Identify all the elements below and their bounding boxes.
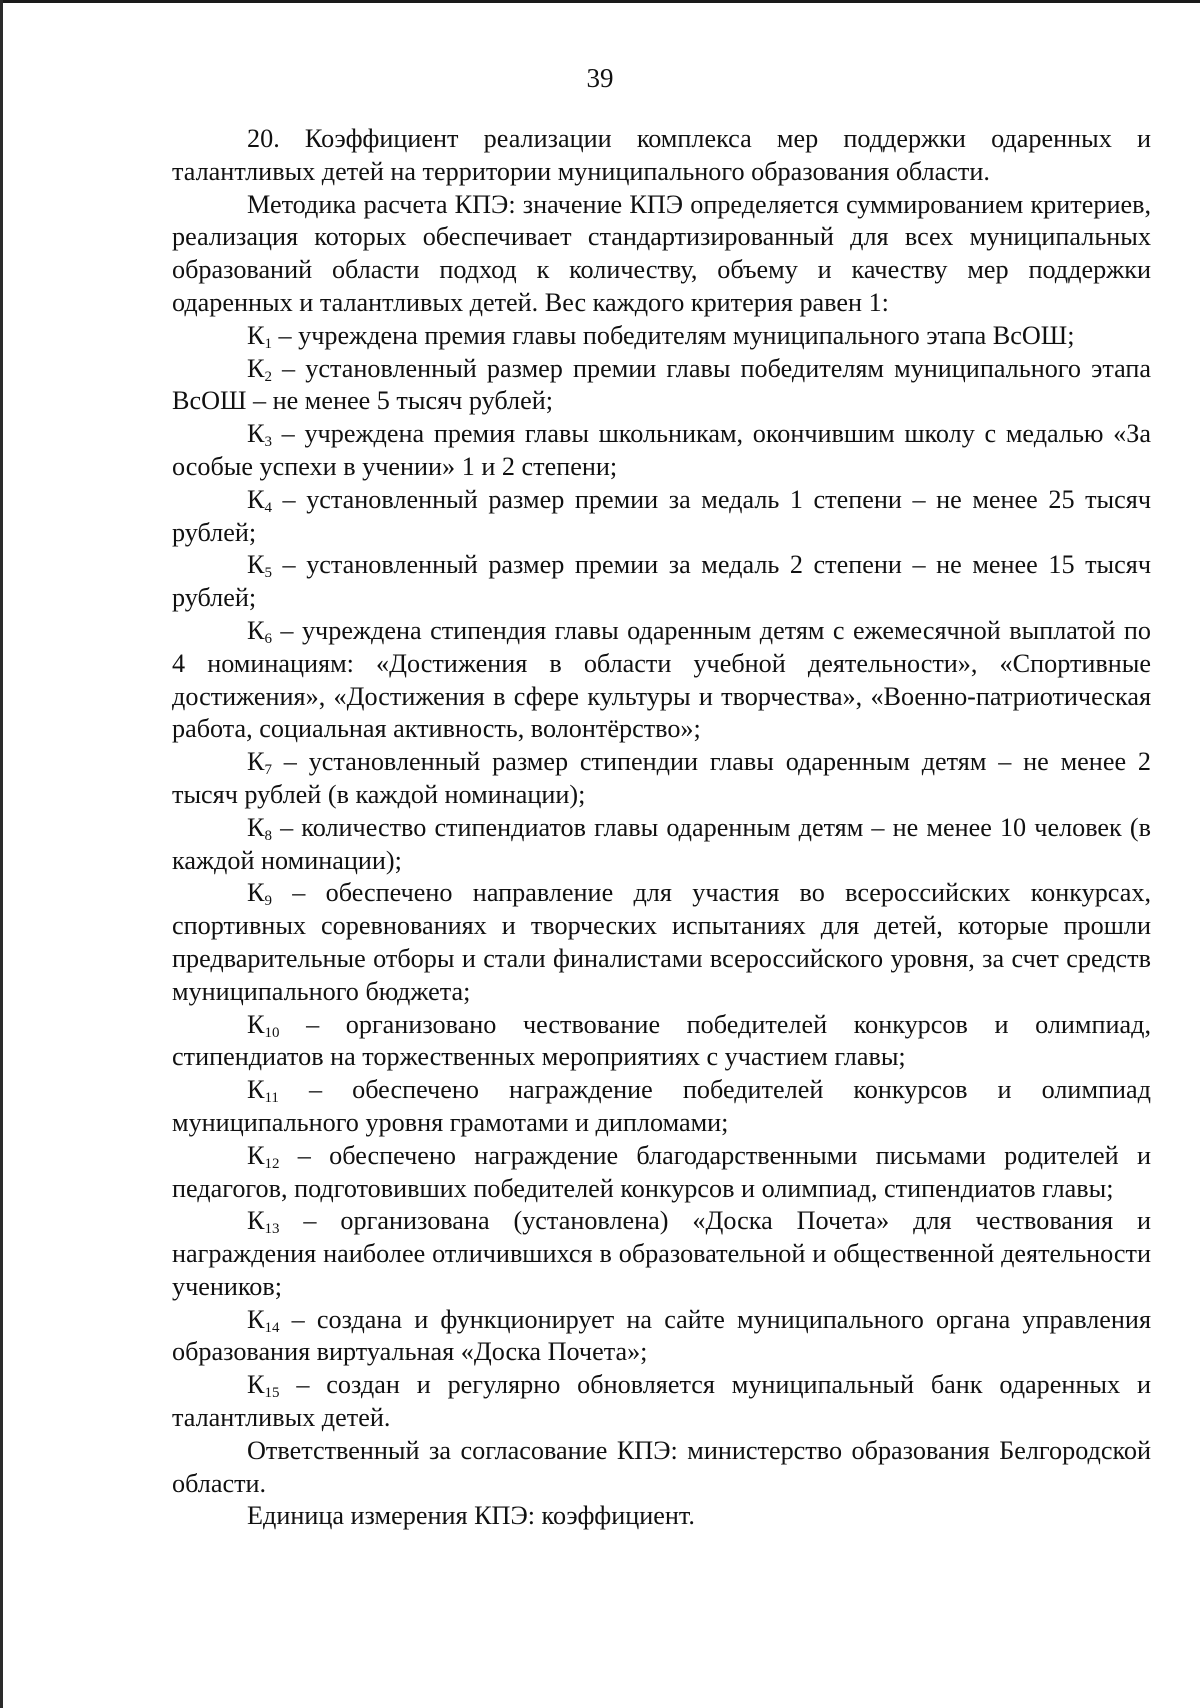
criterion-text: – установленный размер премии за медаль 2 степени – не менее 15 тысяч рублей; (172, 550, 1151, 613)
criterion-letter: К (247, 1304, 265, 1334)
criterion-item (172, 1009, 1151, 1075)
criterion-index: 9 (264, 893, 272, 910)
criterion-index: 15 (264, 1385, 280, 1402)
criterion-index: 3 (264, 434, 272, 451)
criterion-text: – установленный размер премии главы победителям муниципального этапа ВсОШ – не менее 5 тысяч рублей; (172, 353, 1151, 416)
criterion-item (172, 320, 1151, 353)
criterion-text: – учреждена премия главы победителям муниципального этапа ВсОШ; (271, 320, 1075, 350)
criterion-text: – количество стипендиатов главы одаренным детям – не менее 10 человек (в каждой номинации); (172, 812, 1151, 875)
criterion-text: – создана и функционирует на сайте муниципального органа управления образования виртуальная «Доска Почета»; (172, 1304, 1151, 1367)
criterion-index: 13 (264, 1221, 280, 1238)
criterion-letter: К (247, 1075, 265, 1105)
criterion-text: – учреждена стипендия главы одаренным детям с ежемесячной выплатой по 4 номинациям: «Достижения в области учебной деятельности», «Спортивные достижения», «Достижения в сфере культуры и творчества», «Военно-патриотическая работа, социальная активность, волонтёрство»; (172, 615, 1151, 744)
criterion-item (172, 418, 1151, 484)
criterion-text: – организована (установлена) «Доска Почета» для чествования и награждения наиболее отличившихся в образовательной и общественной деятельности учеников; (172, 1206, 1151, 1301)
paragraph-unit: Единица измерения КПЭ: коэффициент. (247, 1501, 695, 1531)
criterion-letter: К (247, 419, 265, 449)
criterion-letter: К (247, 615, 265, 645)
criterion-letter: К (247, 353, 265, 383)
criterion-item (172, 1304, 1151, 1370)
page-left-edge (0, 0, 3, 1708)
criterion-item (172, 1205, 1151, 1303)
criterion-text: – установленный размер стипендии главы одаренным детям – не менее 2 тысяч рублей (в каждой номинации); (172, 747, 1151, 809)
criterion-index: 12 (264, 1155, 280, 1172)
criterion-item (172, 1369, 1151, 1435)
criterion-letter: К (247, 878, 265, 908)
criterion-item (172, 615, 1151, 746)
criterion-text: – обеспечено награждение благодарственными письмами родителей и педагогов, подготовивших победителей конкурсов и олимпиад, стипендиатов главы; (172, 1140, 1151, 1203)
criterion-text: – учреждена премия главы школьникам, окончившим школу с медалью «За особые успехи в учении» 1 и 2 степени; (172, 419, 1151, 481)
criterion-letter: К (247, 1009, 265, 1039)
criterion-item (172, 549, 1151, 615)
criterion-item (172, 353, 1151, 419)
criterion-letter: К (247, 812, 265, 842)
criterion-index: 5 (264, 565, 272, 582)
criterion-letter: К (247, 1370, 265, 1400)
criterion-item (172, 1140, 1151, 1206)
criterion-item (172, 877, 1151, 1008)
criterion-item (172, 812, 1151, 878)
criterion-index: 14 (264, 1319, 280, 1336)
criterion-index: 10 (264, 1024, 280, 1041)
criterion-text: – организовано чествование победителей конкурсов и олимпиад, стипендиатов на торжественных мероприятиях с участием главы; (172, 1009, 1151, 1072)
criterion-letter: К (247, 1206, 265, 1236)
criterion-letter: К (247, 747, 265, 777)
criterion-index: 6 (264, 630, 272, 647)
criterion-index: 8 (264, 827, 272, 844)
criterion-letter: К (247, 1140, 265, 1170)
criterion-index: 11 (264, 1090, 279, 1107)
criterion-letter: К (247, 484, 265, 514)
paragraph-methodology: Методика расчета КПЭ: значение КПЭ определяется суммированием критериев, реализация которых обеспечивает стандартизированный для всех муниципальных образований области подход к количеству, объему и качеству мер поддержки одаренных и талантливых детей. Вес каждого критерия равен 1: (172, 189, 1151, 317)
paragraph-responsible: Ответственный за согласование КПЭ: министерство образования Белгородской области. (172, 1435, 1151, 1498)
criterion-text: – установленный размер премии за медаль 1 степени – не менее 25 тысяч рублей; (172, 484, 1151, 547)
criterion-item (172, 484, 1151, 550)
criterion-item (172, 1074, 1151, 1140)
criterion-item (172, 746, 1151, 812)
criterion-letter: К (247, 550, 265, 580)
paragraph-item-20: 20. Коэффициент реализации комплекса мер поддержки одаренных и талантливых детей на территории муниципального образования области. (172, 124, 1151, 186)
criterion-text: – создан и регулярно обновляется муниципальный банк одаренных и талантливых детей. (172, 1370, 1151, 1433)
criteria-list (172, 320, 1151, 1435)
document-body (172, 123, 1151, 1533)
criterion-text: – обеспечено направление для участия во всероссийских конкурсах, спортивных соревнованиях и творческих испытаниях для детей, которые прошли предварительные отборы и стали финалистами всероссийского уровня, за счет средств муниципального бюджета; (172, 878, 1151, 1006)
criterion-text: – обеспечено награждение победителей конкурсов и олимпиад муниципального уровня грамотами и дипломами; (172, 1075, 1151, 1137)
criterion-index: 1 (264, 335, 272, 352)
criterion-index: 4 (264, 499, 272, 516)
criterion-index: 2 (264, 368, 272, 385)
page-number: 39 (586, 63, 614, 93)
page-top-edge (0, 0, 1200, 3)
criterion-letter: К (247, 320, 265, 350)
criterion-index: 7 (264, 762, 272, 779)
